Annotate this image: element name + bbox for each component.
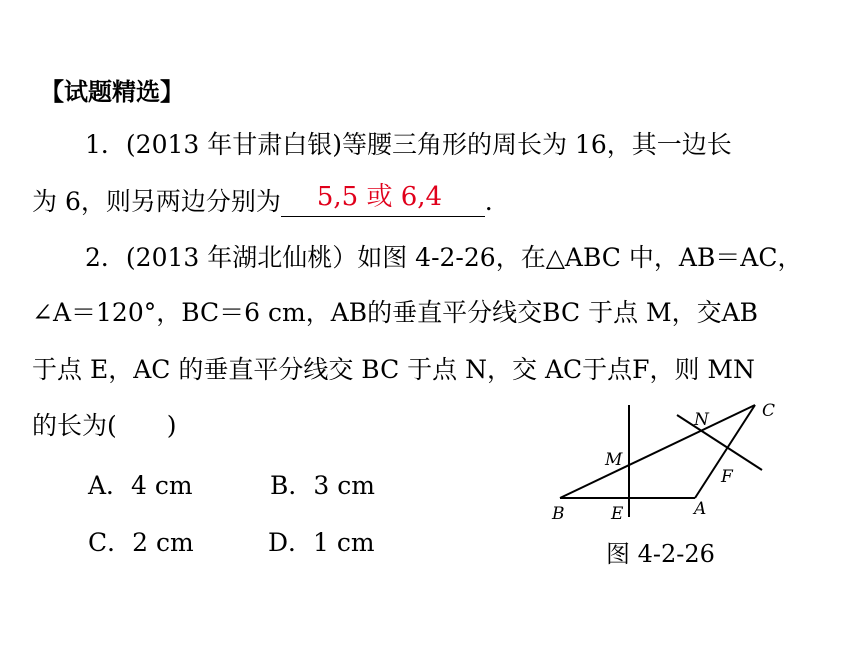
q2-line1: 2．(2013 年湖北仙桃）如图 4-2-26，在△ABC 中，AB＝AC， [85, 243, 803, 272]
q1-answer-blank [281, 182, 485, 217]
label-c: C [762, 401, 776, 421]
option-c: C．2 cm [88, 528, 194, 557]
q1-line2 [32, 182, 510, 217]
label-n: N [694, 410, 709, 430]
q1-line2-suffix: ． [484, 187, 510, 216]
figure-caption: 图 4-2-26 [606, 540, 715, 568]
q1-line2-prefix: 为 6，则另两边分别为 [32, 187, 281, 216]
q2-line2: ∠A＝120°，BC＝6 cm，AB的垂直平分线交BC 于点 M，交AB [32, 298, 759, 327]
label-b: B [552, 504, 565, 524]
q2-line4: 的长为( ) [32, 411, 177, 440]
label-m: M [605, 450, 623, 470]
option-a: A．4 cm [88, 471, 193, 500]
q1-line1: 1．(2013 年甘肃白银)等腰三角形的周长为 16，其一边长 [85, 130, 732, 159]
label-f: F [721, 467, 733, 487]
label-a: A [694, 499, 707, 519]
label-e: E [611, 504, 624, 524]
q1-answer: 5,5 或 6,4 [316, 182, 443, 212]
q2-line3: 于点 E，AC 的垂直平分线交 BC 于点 N，交 AC于点F，则 MN [32, 355, 755, 384]
section-title: 【试题精选】 [40, 78, 184, 106]
option-b: B．3 cm [270, 471, 375, 500]
triangle-figure [540, 395, 800, 530]
option-d: D．1 cm [268, 528, 375, 557]
